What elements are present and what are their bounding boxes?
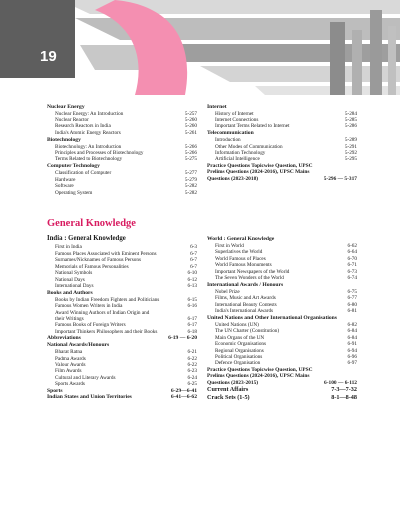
toc-entry-label: Biotechnology: An Introduction [55,143,122,150]
general-knowledge-title: General Knowledge [47,217,136,229]
toc-section-heading: Nuclear Energy [47,103,85,110]
toc-entry-page: 6-7 [190,263,197,270]
toc-entry-label: Film Awards [55,368,82,375]
toc-entry [207,123,357,129]
toc-entry-page: 5-261 [184,129,197,136]
toc-entry-page: 6-82 [347,322,357,329]
toc-section-heading: World : General Knowledge [207,235,275,242]
toc-entry-label: their Writings [55,316,84,323]
toc-entry-page: 6-100 — 6-112 [324,379,357,386]
toc-entry-page: 8-1—8-48 [331,393,357,401]
toc-entry-label: India's Atomic Energy Reactors [55,129,121,136]
toc-section-heading: National Awards/Honours [47,342,110,349]
toc-entry-page: 5-266 [184,143,197,150]
toc-entry-page: 6-70 [347,255,357,262]
toc-entry [207,367,357,387]
toc-entry-page: 6-18 [187,328,197,335]
toc-entry-page: 6-17 [187,322,197,329]
toc-entry-page: 6-74 [347,275,357,281]
toc-entry-page: 5-289 [344,137,357,144]
toc-entry-page: 6-62 [347,242,357,249]
toc-entry-label: Sports [47,387,63,394]
toc-entry-label: Terms Related to Biotechnology [55,156,123,163]
toc-entry-label: Regional Organisations [215,347,264,354]
top-right-column [207,103,357,196]
toc-entry-label: Hardware [55,176,76,183]
toc-section-heading: United Nations and Other International Organisations [207,315,337,322]
toc-entry-label: Nuclear Reactor [55,116,89,123]
toc-entry-page: 6-3 [190,244,197,251]
toc-entry-label: World Famous Monuments [215,262,272,269]
toc-entry-page: 6-22 [187,361,197,368]
toc-entry-page: 6-41—6-62 [170,394,197,400]
toc-entry-page: 6-97 [347,360,357,367]
toc-entry-label: Other Modes of Communication [215,143,283,150]
toc-entry-label: Important Newspapers of the World [215,268,290,275]
toc-entry-label: Films, Music and Art Awards [215,295,276,302]
toc-entry-page: 5-295 [344,156,357,163]
toc-entry-label: The Seven Wonders of the World [215,275,284,281]
toc-entry-page: 6-7 [190,257,197,264]
toc-entry-page: 6-21 [187,349,197,356]
toc-entry [207,163,357,183]
toc-entry [207,275,357,281]
toc-entry-label: Research Reactors in India [55,123,111,130]
toc-entry-page: 5-257 [184,110,197,117]
toc-entry-page: 5-292 [344,150,357,157]
toc-entry-page: 6-64 [347,249,357,256]
header-banner [0,0,400,95]
toc-entry-label: Crack Sets (1-5) [207,393,250,401]
top-columns [47,103,357,196]
toc-entry [47,156,197,162]
toc-entry-page: 6-84 [347,328,357,335]
toc-entry-page: 5-260 [184,123,197,130]
toc-entry-label: Surnames/Nicknames of Famous Persons [55,257,142,264]
toc-entry-page: 6-84 [347,334,357,341]
toc-entry-page: 5-275 [184,156,197,163]
toc-entry-page: 6-29—6-41 [170,387,197,394]
toc-entry-label: Classification of Computer [55,170,112,177]
toc-entry-page: 5-279 [184,176,197,183]
toc-entry-label: Famous Women Writers in India [55,303,123,310]
toc-entry-label: Software [55,183,74,190]
toc-section-heading: Telecommunication [207,130,254,137]
toc-entry-page: 6-80 [347,301,357,308]
toc-entry [47,394,197,400]
toc-entry-page: 5-285 [344,116,357,123]
toc-entry-page: 6-77 [347,295,357,302]
toc-entry-label: Political Organisations [215,354,263,361]
toc-entry-label: History of Internet [215,110,254,117]
toc-entry-label: Introduction [215,137,241,144]
toc-entry-page: 5-282 [184,189,197,196]
toc-entry-page: 5-286 [344,123,357,130]
toc-entry-page: 6-23 [187,368,197,375]
toc-entry-label: Padma Awards [55,355,86,362]
toc-entry-page: 6-81 [347,308,357,315]
toc-section-heading: Computer Technology [47,163,100,170]
toc-entry-label: Famous Books of Foreign Writers [55,322,126,329]
toc-entry-label: Important Thinkers Philosophers and their Books [55,328,158,335]
toc-entry-page: 5-284 [344,110,357,117]
page-number: 19 [40,48,57,65]
toc-entry-label: Cultural and Literary Awards [55,374,116,381]
toc-content [47,103,357,402]
toc-entry-label: Main Organs of the UN [215,334,265,341]
toc-entry-label: The UN Charter (Constitution) [215,328,280,335]
toc-entry-page: 6-12 [187,276,197,283]
toc-entry-page: 6-91 [347,341,357,348]
toc-entry-page: 5-266 [184,150,197,157]
toc-entry-label: World Famous of Places [215,255,266,262]
toc-entry [207,308,357,314]
toc-entry-label: First in World [215,242,244,249]
toc-entry-label: Abbreviations [47,335,81,342]
toc-entry-label: Indian States and Union Territories [47,394,132,400]
toc-entry-page: 6-94 [347,347,357,354]
toc-entry-label: Memorials of Famous Personalities [55,263,129,270]
toc-entry-page: 6-22 [187,355,197,362]
toc-entry-label: United Nations (UN) [215,322,259,329]
toc-entry-label: First in India [55,244,82,251]
toc-entry [47,190,197,196]
toc-entry-page: 5-282 [184,183,197,190]
toc-entry-label: Current Affairs [207,386,249,394]
toc-entry-page: 6-71 [347,262,357,269]
toc-entry-page: 6-75 [347,288,357,295]
toc-entry-page: 5-260 [184,116,197,123]
toc-entry-label: Principles and Processes of Biotechnology [55,150,144,157]
toc-section-heading: International Awards / Honours [207,281,284,288]
toc-entry-label: India's International Awards [215,308,274,315]
toc-entry-page: 5-291 [344,143,357,150]
toc-section-heading: Internet [207,103,227,110]
toc-section-heading: Books and Authors [47,289,93,296]
toc-section-heading: Biotechnology [47,136,81,143]
toc-entry-page: 5-277 [184,170,197,177]
toc-entry [207,394,357,402]
toc-entry-page: 6-15 [187,296,197,303]
toc-entry-page: 7-3—7-32 [331,386,357,394]
toc-entry-label: Nobel Prize [215,288,240,295]
toc-entry-label: Superlatives the World [215,249,263,256]
toc-entry-label: Information Technology [215,150,266,157]
toc-entry-label: International Beauty Contests [215,301,277,308]
toc-entry-page: 6-19 — 6-20 [168,335,197,342]
toc-entry-label: International Days [55,282,94,289]
toc-entry-label: Sports Awards [55,381,85,388]
toc-entry-label: National Symbols [55,270,93,277]
toc-entry-label: Internet Connections [215,116,259,123]
toc-entry-page: 6-17 [187,316,197,323]
toc-entry-page: 6-7 [190,250,197,257]
toc-entry-page: 6-10 [187,270,197,277]
gk-right-column [207,235,357,402]
page-number-box [0,0,75,78]
toc-entry-label: Bharat Ratna [55,349,83,356]
gk-left-column [47,235,197,402]
toc-entry-label: Defence Organisation [215,360,261,367]
toc-entry-label: Valour Awards [55,361,86,368]
gk-columns [47,235,357,402]
toc-entry-label: Practice Questions Topicwise Question, UPSC Prelims Questions (2024-2016), UPSC Mains Questions (2023-2018) [207,162,313,182]
toc-entry-label: Famous Places Associated with Eminent Persons [55,250,157,257]
toc-entry-label: Books by Indian Freedom Fighters and Politicians [55,296,160,303]
toc-entry-label: Nuclear Energy: An Introduction [55,110,124,117]
toc-entry-label: Practice Questions Topicwise Question, UPSC Prelims Questions (2024-2016), UPSC Mains Questions (2023-2015) [207,366,313,386]
toc-entry [47,130,197,136]
toc-entry-page: 6-13 [187,282,197,289]
toc-entry [47,283,197,289]
toc-entry-page: 6-16 [187,303,197,310]
toc-entry-page: 6-25 [187,381,197,388]
toc-entry-page: 6-73 [347,268,357,275]
toc-entry-page: 6-96 [347,354,357,361]
toc-entry-label: Economic Organisations [215,341,267,348]
toc-section-heading: India : General Knowledge [47,234,126,242]
toc-entry [207,386,357,394]
toc-entry-page: 5-296 — 5-317 [323,175,357,182]
toc-entry-label: Operating System [55,189,93,196]
toc-entry-label: Award Winning Authors of Indian Origin and [55,309,150,316]
top-left-column [47,103,197,196]
toc-entry [47,335,197,341]
toc-entry-label: National Days [55,276,85,283]
toc-entry-page: 6-24 [187,374,197,381]
toc-entry-label: Artificial Intelligence [215,156,260,163]
toc-entry-label: Important Terms Related to Internet [215,123,290,130]
